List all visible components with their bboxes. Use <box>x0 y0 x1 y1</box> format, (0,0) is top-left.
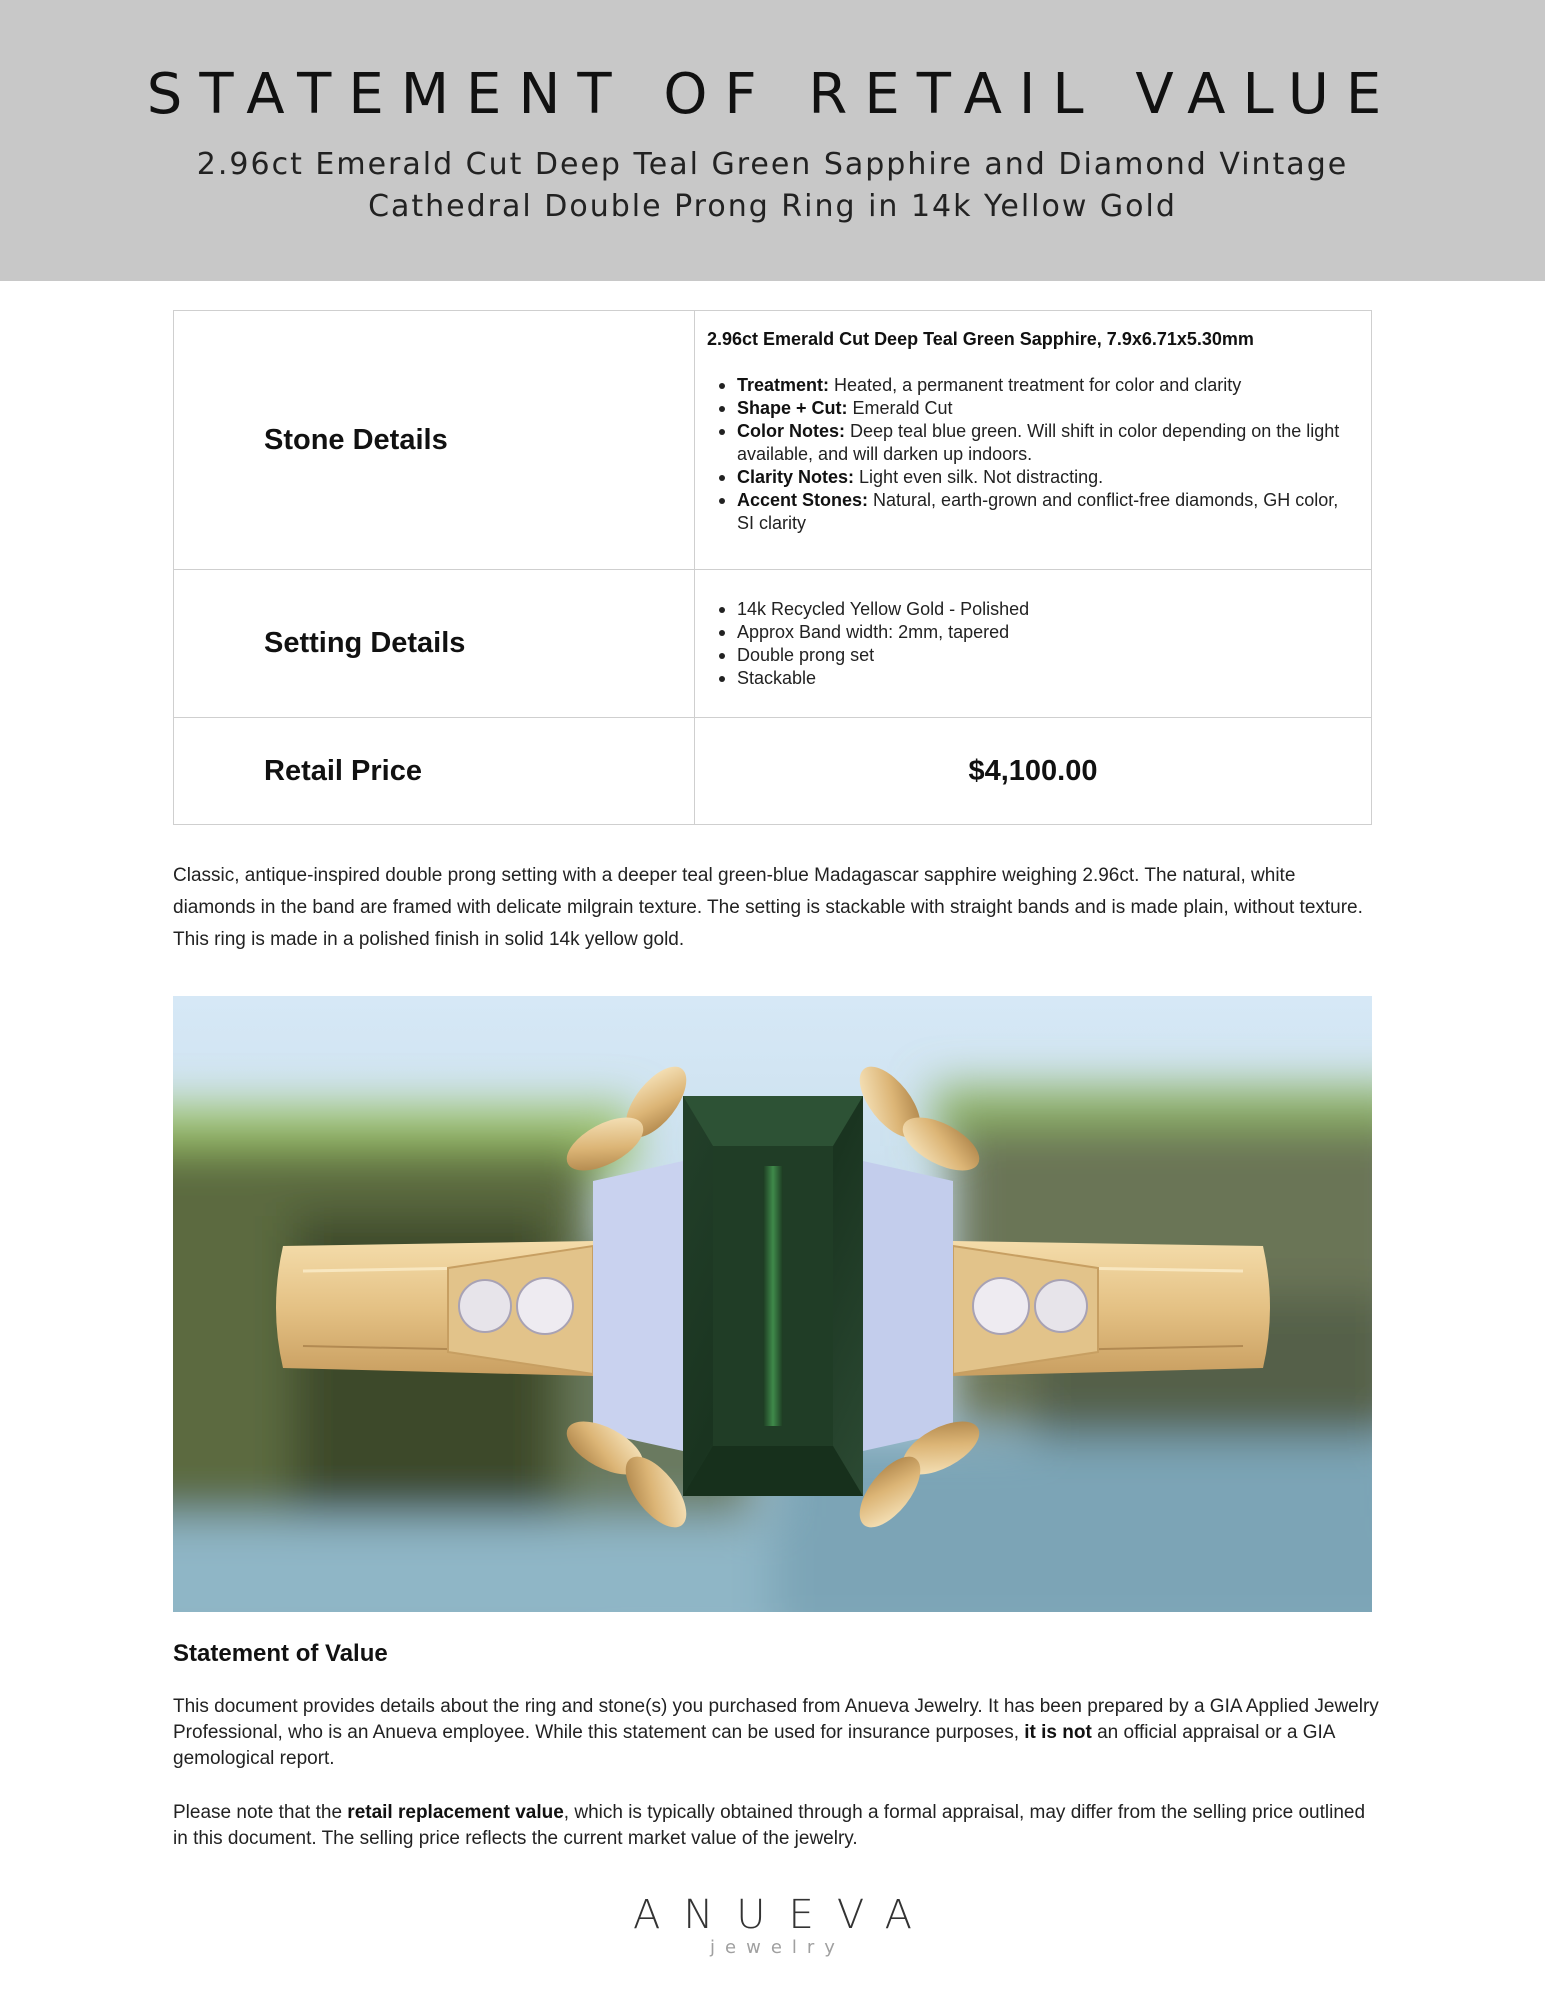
list-item: 14k Recycled Yellow Gold - Polished <box>707 598 1355 621</box>
setting-details-value <box>695 570 1372 718</box>
list-item: Shape + Cut: Emerald Cut <box>707 397 1355 420</box>
ring-illustration <box>173 996 1372 1612</box>
anueva-logo <box>0 1893 1545 1959</box>
product-title: 2.96ct Emerald Cut Deep Teal Green Sapphire and Diamond Vintage Cathedral Double Prong Ring in 14k Yellow Gold <box>196 147 1349 224</box>
list-item: Approx Band width: 2mm, tapered <box>707 621 1355 644</box>
details-table <box>173 310 1372 825</box>
stone-heading: 2.96ct Emerald Cut Deep Teal Green Sapphire, 7.9x6.71x5.30mm <box>707 328 1254 349</box>
list-item: Accent Stones: Natural, earth-grown and conflict-free diamonds, GH color, SI clarity <box>707 489 1355 535</box>
document-title: STATEMENT OF RETAIL VALUE <box>146 62 1399 127</box>
list-item: Double prong set <box>707 644 1355 667</box>
statement-paragraph-1: This document provides details about the ring and stone(s) you purchased from Anueva Jewelry. It has been prepared by a GIA Applied Jewelry Professional, who is an Anueva employee. While this statement can be used for insurance purposes, it is not an official appraisal or a GIA gemological report. <box>173 1696 1379 1769</box>
stone-details-value <box>695 311 1372 570</box>
header-banner <box>0 0 1545 281</box>
setting-details-label: Setting Details <box>174 570 695 718</box>
product-description: Classic, antique-inspired double prong setting with a deeper teal green-blue Madagascar sapphire weighing 2.96ct. The natural, white diamonds in the band are framed with delicate milgrain texture. The setting is stackable with straight bands and is made plain, without texture. This ring is made in a polished finish in solid 14k yellow gold. <box>173 865 1363 950</box>
stone-detail-list <box>707 374 1355 535</box>
retail-price-row <box>174 718 1372 825</box>
setting-detail-list <box>707 598 1355 690</box>
ring-photo <box>173 996 1372 1612</box>
list-item: Clarity Notes: Light even silk. Not distracting. <box>707 466 1355 489</box>
statement-paragraph-2: Please note that the retail replacement value, which is typically obtained through a formal appraisal, may differ from the selling price outlined in this document. The selling price reflects the current market value of the jewelry. <box>173 1802 1366 1849</box>
statement-heading: Statement of Value <box>173 1640 388 1667</box>
list-item: Stackable <box>707 667 1355 690</box>
sapphire-stone <box>683 1096 863 1496</box>
stone-details-label: Stone Details <box>174 311 695 570</box>
list-item: Color Notes: Deep teal blue green. Will shift in color depending on the light available, and will darken up indoors. <box>707 420 1355 466</box>
list-item: Treatment: Heated, a permanent treatment for color and clarity <box>707 374 1355 397</box>
retail-price-value: $4,100.00 <box>695 718 1372 825</box>
logo-wordmark: ANUEVA <box>632 1892 935 1938</box>
stone-details-row <box>174 311 1372 570</box>
setting-details-row <box>174 570 1372 718</box>
logo-tagline: jewelry <box>710 1937 845 1958</box>
retail-price-label: Retail Price <box>174 718 695 825</box>
